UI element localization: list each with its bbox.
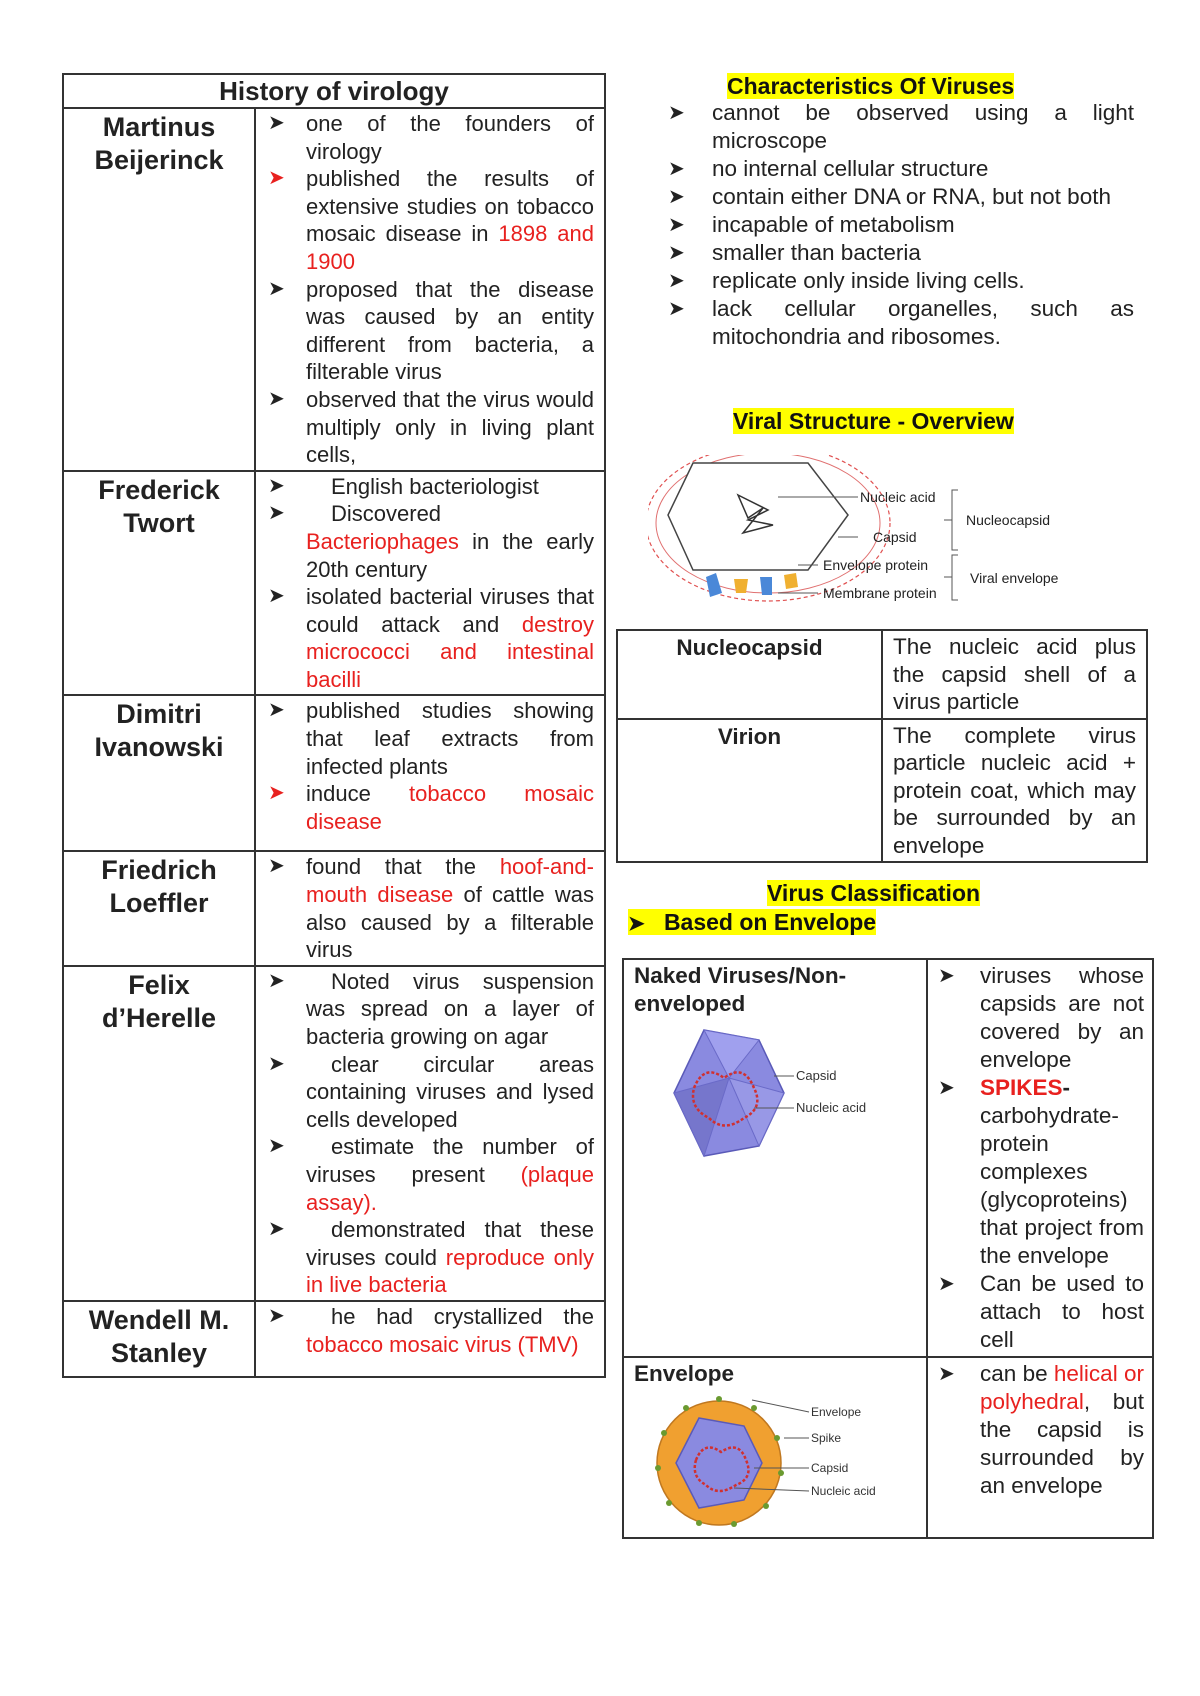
text-run: induce — [306, 781, 410, 807]
list-item — [936, 962, 1144, 1074]
naked-cell — [623, 959, 927, 1357]
arrow-bullet-icon: ➤ — [938, 965, 955, 987]
text-run: tobacco mosaic virus (TMV) — [306, 1331, 579, 1357]
text-run: - — [1062, 1075, 1071, 1100]
text-run: observed that the virus would multiply only in living plant cells, — [306, 386, 594, 468]
scientist-name: Wendell M. Stanley — [63, 1301, 255, 1377]
arrow-bullet-icon: ➤ — [268, 474, 285, 497]
text-run: published studies showing that leaf extracts from infected plants — [306, 698, 594, 779]
history-row — [63, 851, 605, 965]
arrow-bullet-icon: ➤ — [938, 1273, 955, 1295]
list-item — [266, 473, 594, 501]
text-run: SPIKES — [980, 1075, 1063, 1100]
characteristic-text: no internal cellular structure — [712, 156, 989, 181]
text-run: clear circular areas containing viruses and lysed cells developed — [306, 1051, 594, 1132]
text-run: 1898 and 1900 — [306, 221, 594, 274]
capsid-label: Capsid — [873, 529, 917, 545]
scientist-name: Martinus Beijerinck — [63, 108, 255, 471]
contributions-cell — [255, 966, 605, 1301]
history-table — [62, 73, 606, 1378]
classification-subheading: ➤ Based on Envelope — [628, 909, 877, 935]
arrow-bullet-icon: ➤ — [668, 186, 685, 208]
characteristic-item — [668, 239, 1134, 267]
arrow-bullet-icon: ➤ — [268, 112, 285, 134]
arrow-bullet-icon: ➤ — [268, 855, 285, 878]
arrow-bullet-icon: ➤ — [668, 102, 685, 124]
arrow-bullet-icon: ➤ — [268, 1135, 285, 1158]
arrow-bullet-icon: ➤ — [668, 270, 685, 292]
text-run: of cattle was also caused by a filterable virus — [306, 882, 594, 963]
contributions-list — [266, 1303, 594, 1358]
arrow-bullet-icon: ➤ — [668, 158, 685, 180]
text-run: demonstrated that these viruses could — [306, 1217, 594, 1270]
text-run: one of the founders of virology — [306, 111, 594, 164]
contributions-cell — [255, 108, 605, 471]
text-run: published the results of extensive studies on tobacco mosaic disease in — [306, 166, 594, 247]
characteristics-list — [668, 99, 1134, 351]
arrow-bullet-icon: ➤ — [268, 502, 285, 525]
definition-term: Virion — [617, 719, 882, 863]
characteristic-text: incapable of metabolism — [712, 212, 955, 237]
viral-envelope-label: Viral envelope — [970, 570, 1059, 586]
characteristic-item — [668, 99, 1134, 155]
structure-heading: Viral Structure - Overview — [733, 408, 1014, 434]
definition-term: Nucleocapsid — [617, 630, 882, 719]
text-run: can be — [980, 1361, 1054, 1386]
nucleic-acid-label: Nucleic acid — [860, 489, 936, 505]
list-item — [266, 853, 594, 963]
scientist-name: Friedrich Loeffler — [63, 851, 255, 965]
arrow-bullet-icon: ➤ — [668, 242, 685, 264]
table-row — [623, 1357, 1153, 1538]
table-row — [617, 719, 1147, 863]
list-item — [266, 1051, 594, 1134]
definitions-table — [616, 629, 1148, 863]
arrow-bullet-icon: ➤ — [668, 298, 685, 320]
envelope-cell — [623, 1357, 927, 1538]
contributions-cell — [255, 471, 605, 696]
classification-heading: Virus Classification — [767, 880, 981, 906]
text-run: found that the — [306, 854, 500, 880]
env-spike-label: Spike — [811, 1431, 842, 1445]
envelope-protein-label: Envelope protein — [823, 557, 929, 573]
contributions-list — [266, 697, 594, 835]
naked-bullets — [936, 962, 1144, 1354]
text-run: English bacteriologist — [331, 473, 539, 499]
env-capsid-label: Capsid — [811, 1461, 849, 1475]
contributions-cell — [255, 1301, 605, 1377]
env-envelope-label: Envelope — [811, 1405, 862, 1419]
text-run: viruses whose capsids are not covered by an envelope — [980, 963, 1144, 1072]
characteristic-item — [668, 211, 1134, 239]
characteristic-text: contain either DNA or RNA, but not both — [712, 184, 1111, 209]
envelope-title: Envelope — [634, 1361, 735, 1386]
text-run: reproduce only in live bacteria — [306, 1244, 594, 1298]
arrow-bullet-icon: ➤ — [628, 913, 645, 935]
list-item — [266, 165, 594, 275]
characteristic-item — [668, 295, 1134, 351]
scientist-name: Frederick Twort — [63, 471, 255, 696]
text-run: , but the capsid is surrounded by an envelope — [980, 1389, 1144, 1498]
arrow-bullet-icon: ➤ — [268, 167, 285, 190]
text-run: hoof-and-mouth disease — [306, 854, 594, 908]
list-item — [266, 697, 594, 780]
definition-text: The nucleic acid plus the capsid shell of a virus particle — [882, 630, 1147, 719]
list-item — [266, 386, 594, 469]
arrow-bullet-icon: ➤ — [938, 1077, 955, 1099]
characteristic-text: cannot be observed using a light microscope — [712, 100, 1134, 153]
text-run: Noted virus suspension was spread on a layer of bacteria growing on agar — [306, 968, 594, 1050]
arrow-bullet-icon: ➤ — [268, 699, 285, 722]
text-run: Bacteriophages — [306, 528, 459, 554]
characteristic-text: smaller than bacteria — [712, 240, 921, 265]
list-item — [266, 583, 594, 693]
list-item — [266, 500, 594, 583]
naked-title: Naked Viruses/Non-enveloped — [634, 963, 847, 1016]
list-item — [266, 780, 594, 835]
arrow-bullet-icon: ➤ — [268, 1052, 285, 1075]
arrow-bullet-icon: ➤ — [938, 1363, 955, 1385]
text-run: Can be used to attach to host cell — [980, 1271, 1144, 1352]
text-run: in the early 20th century — [306, 528, 594, 582]
list-item — [266, 1303, 594, 1358]
history-row — [63, 966, 605, 1301]
history-row — [63, 471, 605, 696]
arrow-bullet-icon: ➤ — [268, 1304, 285, 1327]
arrow-bullet-icon: ➤ — [268, 277, 285, 300]
classification-table — [622, 958, 1154, 1539]
list-item — [266, 110, 594, 165]
list-item — [936, 1270, 1144, 1354]
contributions-list — [266, 968, 594, 1299]
scientist-name: Dimitri Ivanowski — [63, 695, 255, 851]
history-row — [63, 695, 605, 851]
text-run: carbohydrate-protein complexes (glycoproteins) that project from the envelope — [980, 1103, 1144, 1268]
list-item — [266, 1133, 594, 1216]
characteristic-item — [668, 183, 1134, 211]
contributions-cell — [255, 851, 605, 965]
characteristic-text: replicate only inside living cells. — [712, 268, 1025, 293]
text-run: tobacco mosaic disease — [306, 781, 594, 834]
definition-text: The complete virus particle nucleic acid + protein coat, which may be surrounded by an envelope — [882, 719, 1147, 863]
enveloped-virus-image — [634, 1388, 894, 1528]
arrow-bullet-icon: ➤ — [268, 585, 285, 608]
text-run: isolated bacterial viruses that could attack and — [306, 584, 594, 637]
naked-capsid-label: Capsid — [796, 1068, 837, 1083]
arrow-bullet-icon: ➤ — [668, 214, 685, 236]
characteristic-item — [668, 267, 1134, 295]
text-run: helical or polyhedral — [980, 1361, 1144, 1414]
membrane-protein-label: Membrane protein — [823, 585, 937, 601]
arrow-bullet-icon: ➤ — [268, 1218, 285, 1241]
text-run: estimate the number of viruses present — [306, 1134, 594, 1187]
naked-nucleic-label: Nucleic acid — [796, 1100, 867, 1115]
characteristics-heading: Characteristics Of Viruses — [727, 73, 1015, 99]
contributions-list — [266, 473, 594, 694]
characteristic-item — [668, 155, 1134, 183]
text-run: proposed that the disease was caused by an entity different from bacteria, a filterable virus — [306, 276, 594, 385]
history-rows — [63, 108, 605, 1377]
envelope-description-cell — [927, 1357, 1153, 1538]
envelope-bullets — [936, 1360, 1144, 1500]
naked-virus-image — [634, 1018, 894, 1168]
arrow-bullet-icon: ➤ — [268, 969, 285, 992]
contributions-cell — [255, 695, 605, 851]
contributions-list — [266, 853, 594, 963]
characteristic-text: lack cellular organelles, such as mitochondria and ribosomes. — [712, 296, 1134, 349]
text-run: (plaque assay). — [306, 1162, 594, 1215]
viral-structure-diagram — [648, 455, 1118, 615]
table-row — [617, 630, 1147, 719]
contributions-list — [266, 110, 594, 469]
naked-description-cell — [927, 959, 1153, 1357]
text-run: Discovered — [331, 501, 442, 527]
list-item — [936, 1360, 1144, 1500]
env-nucleic-label: Nucleic acid — [811, 1484, 876, 1498]
text-run: he had crystallized the — [331, 1303, 594, 1329]
table-row — [623, 959, 1153, 1357]
list-item — [936, 1074, 1144, 1270]
arrow-bullet-icon: ➤ — [268, 387, 285, 410]
history-title: History of virology — [63, 74, 605, 108]
history-row — [63, 1301, 605, 1377]
nucleocapsid-label: Nucleocapsid — [966, 512, 1051, 528]
text-run: destroy micrococci and intestinal bacilli — [306, 611, 594, 692]
list-item — [266, 968, 594, 1051]
history-row — [63, 108, 605, 471]
scientist-name: Felix d’Herelle — [63, 966, 255, 1301]
arrow-bullet-icon: ➤ — [268, 782, 285, 805]
list-item — [266, 276, 594, 386]
list-item — [266, 1216, 594, 1299]
